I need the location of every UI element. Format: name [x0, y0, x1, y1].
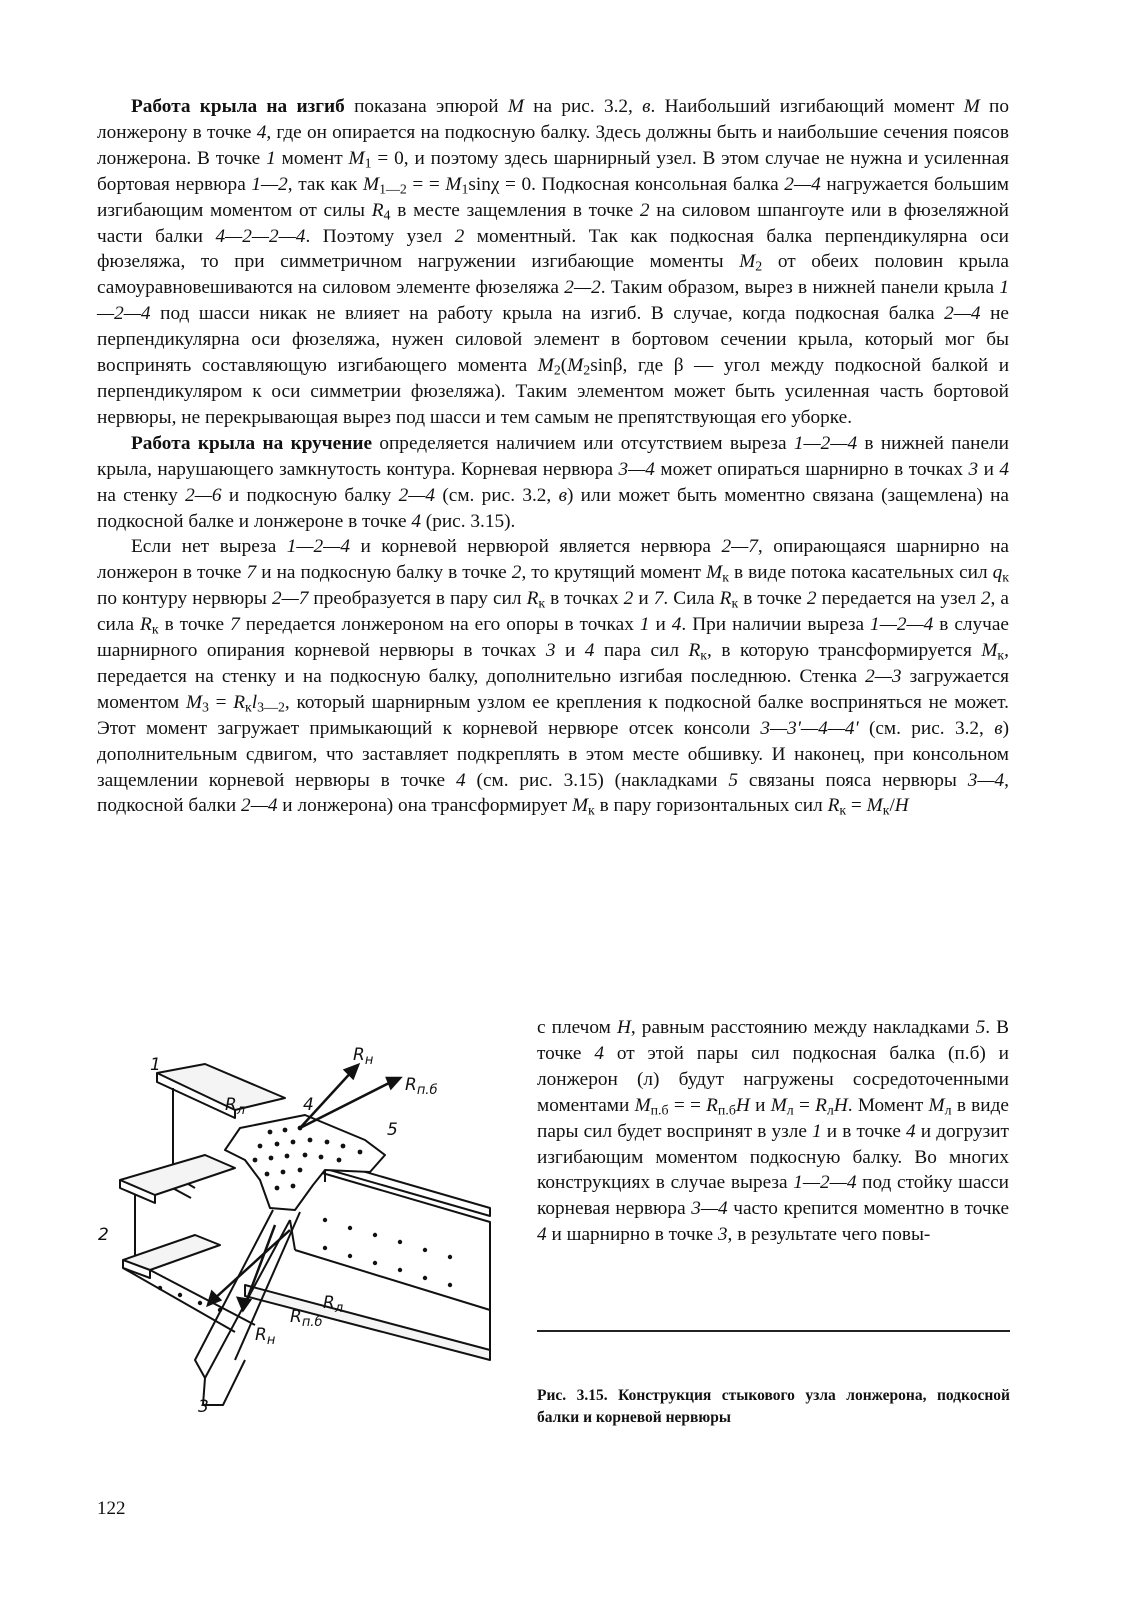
- label-3: 3: [198, 1397, 209, 1417]
- page-number: 122: [97, 1498, 126, 1519]
- label-rn-bottom: $R_н$: [255, 1325, 276, 1348]
- paragraph-torsion: Работа крыла на кручение определяется наличием или отсутствием выреза 1—2—4 в нижней панели крыла, нарушающего замкнутость контура. Корневая нервюра 3—4 может опираться шарнирно в точках 3 и 4 на стенку 2—6 и подкосную балку 2—4 (см. рис. 3.2, в) или может быть моментно связана (защемлена) на подкосной балке и лонжероне в точке 4 (рис. 3.15).: [97, 432, 1010, 532]
- label-rn-top: $R_н$: [353, 1045, 374, 1068]
- label-2: 2: [98, 1225, 109, 1245]
- caption-divider: [537, 1330, 1010, 1332]
- paragraph-lead: Работа крыла на кручение: [131, 432, 373, 454]
- figure-caption: Рис. 3.15. Конструкция стыкового узла лонжерона, подкосной балки и корневой нервюры: [537, 1387, 1010, 1426]
- label-rl-left: $R_л$: [225, 1095, 246, 1118]
- paragraph-cutout: Если нет выреза 1—2—4 и корневой нервюрой является нервюра 2—7, опирающаяся шарнирно на лонжерон в точке 7 и на подкосную балку в точке 2, то крутящий момент $M_к$ в виде потока касательных сил $q_к$ по контуру нервюры 2—7 преобразуется в пару сил $R_к$ в точках 2 и 7. Сила $R_к$ в точке 2 передается на узел 2, а сила $R_к$ в точке 7 передается лонжероном на его опоры в точках 1 и 4. При наличии выреза 1—2—4 в случае шарнирного опирания корневой нервюры в точках 3 и 4 пара сил $R_к$, в которую трансформируется $M_к$, передается на стенку и на подкосную балку, дополнительно изгибая последнюю. Стенка 2—3 загружается моментом $M_3 = R_кl_{3—2}$, который шарнирным узлом ее крепления к подкосной балке восприняться не может. Этот момент загружает примыкающий к корневой нервюре отсек консоли 3—3'—4—4' (см. рис. 3.2, в) дополнительным сдвигом, что заставляет подкреплять в этом месте обшивку. И наконец, при консольном защемлении корневой нервюры в точке 4 (см. рис. 3.15) (накладками 5 связаны пояса нервюры 3—4, подкосной балки 2—4 и лонжерона) она трансформирует $M_к$ в пару горизонтальных сил $R_к = M_к/H$: [97, 536, 1010, 819]
- label-rl-bottom: $R_л$: [323, 1293, 344, 1316]
- joint-diagram: [95, 1045, 520, 1420]
- paragraph-bending: Работа крыла на изгиб показана эпюрой M на рис. 3.2, в. Наибольший изгибающий момент M по лонжерону в точке 4, где он опирается на подкосную балку. Здесь должны быть и наибольшие сечения поясов лонжерона. В точке 1 момент $M_1 = 0$, и поэтому здесь шарнирный узел. В этом случае не нужна и усиленная бортовая нервюра 1—2, так как $M_{1—2}$ = = $M_1\sin\chi = 0$. Подкосная консольная балка 2—4 нагружается большим изгибающим моментом от силы $R_4$ в месте защемления в точке 2 на силовом шпангоуте или в фюзеляжной части балки 4—2—2—4. Поэтому узел 2 моментный. Так как подкосная балка перпендикулярна оси фюзеляжа, то при симметричном нагружении изгибающие моменты $M_2$ от обеих половин крыла самоуравновешиваются на силовом элементе фюзеляжа 2—2. Таким образом, вырез в нижней панели крыла 1—2—4 под шасси никак не влияет на работу крыла на изгиб. В случае, когда подкосная балка 2—4 не перпендикулярна оси фюзеляжа, нужен силовой элемент в бортовом сечении крыла, который мог бы воспринять составляющую изгибающего момента $M_2(M_2\sin\beta$, где β — угол между подкосной балкой и перпендикуляром к оси симметрии фюзеляжа). Таким элементом может быть усиленная часть бортовой нервюры, не перекрывающая вырез под шасси и тем самым не препятствующая его уборке.: [97, 96, 1010, 428]
- label-4: 4: [303, 1095, 314, 1115]
- figure-3-15: [95, 1045, 520, 1420]
- label-1: 1: [150, 1055, 161, 1075]
- label-5: 5: [387, 1120, 398, 1140]
- label-rpb-top: $R_{п.б}$: [405, 1075, 438, 1098]
- wrapped-text: [537, 1015, 1009, 1248]
- paragraph-continuation: с плечом H, равным расстоянию между накладками 5. В точке 4 от этой пары сил подкосная балка (п.б) и лонжерон (л) будут нагружены сосредоточенными моментами $M_{п.б}$ = = $R_{п.б}H$ и $M_л = R_лH$. Момент $M_л$ в виде пары сил будет воспринят в узле 1 и в точке 4 и догрузит изгибающим моментом подкосную балку. Во многих конструкциях в случае выреза 1—2—4 под стойку шасси корневая нервюра 3—4 часто крепится моментно в точке 4 и шарнирно в точке 3, в результате чего повы-: [537, 1017, 1009, 1246]
- main-text: [97, 94, 1009, 819]
- paragraph-lead: Работа крыла на изгиб: [131, 96, 345, 117]
- label-rpb-bottom: $R_{п.б}$: [290, 1307, 323, 1330]
